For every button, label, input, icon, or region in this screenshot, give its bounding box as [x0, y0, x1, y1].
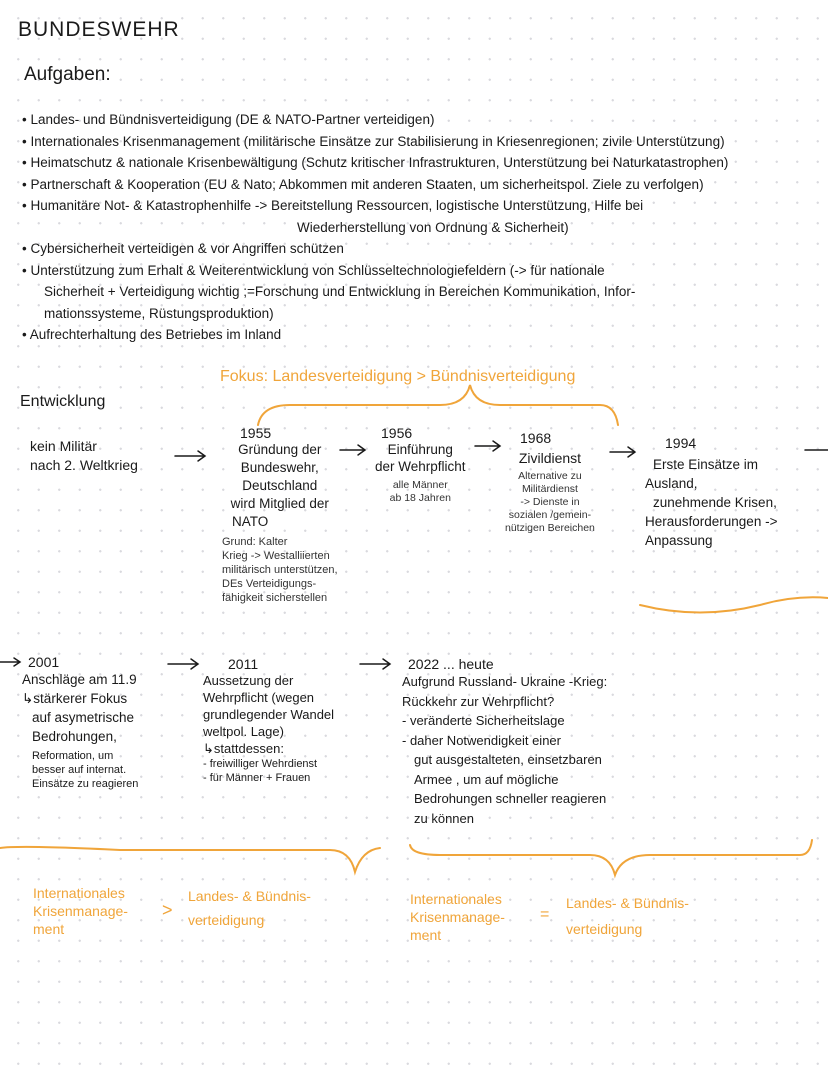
text-line: Anpassung	[645, 533, 713, 548]
text-line: Aufgrund Russland- Ukraine -Krieg:	[402, 674, 608, 689]
text-line: Grund: Kalter	[222, 536, 288, 548]
task-item: • Cybersicherheit verteidigen & vor Angriffen schützen	[22, 241, 344, 256]
text-line: Zivildienst	[518, 450, 582, 466]
task-item: • Landes- und Bündnisverteidigung (DE & NATO-Partner verteidigen)	[22, 112, 435, 127]
text-line: nach 2. Weltkrieg	[30, 457, 138, 473]
text-line: 1994	[665, 435, 697, 451]
development-heading: Entwicklung	[20, 393, 106, 410]
text-line: Krisenmanage-	[410, 909, 505, 925]
text-line: verteidigung	[566, 921, 643, 937]
text-line: NATO	[232, 514, 269, 529]
comparison-2-left	[410, 890, 505, 944]
text-line: Deutschland	[242, 478, 318, 493]
timeline-entry-1956	[375, 425, 466, 505]
brace-period-1	[0, 847, 380, 872]
text-line: Reformation, um	[32, 750, 114, 762]
text-line: sozialen /gemein-	[508, 509, 592, 521]
task-item: Sicherheit + Verteidigung wichtig ;=Forschung und Entwicklung in Bereichen Kommunikation, Infor-	[44, 284, 636, 299]
text-line: Einführung	[387, 442, 453, 457]
comparison-1-right	[188, 884, 311, 932]
text-line: Landes- & Bündnis-	[566, 895, 689, 911]
text-line: nützigen Bereichen	[505, 522, 595, 534]
text-line: Landes- & Bündnis-	[188, 888, 311, 904]
comparison-2-operator: =	[540, 906, 550, 923]
brace-period-2	[410, 840, 812, 875]
page-title: BUNDESWEHR	[18, 18, 180, 41]
timeline-entry-1955	[222, 425, 338, 605]
text-line: Bundeswehr,	[240, 460, 319, 475]
text-line: gut ausgestalteten, einsetzbaren	[414, 752, 602, 767]
text-line: Internationales	[410, 891, 502, 907]
text-line: -> Dienste in	[520, 496, 580, 508]
text-line: besser auf internat.	[32, 764, 127, 776]
text-line: 2011	[228, 656, 259, 672]
text-line: ↳stattdessen:	[203, 741, 284, 756]
text-line: verteidigung	[188, 912, 265, 928]
text-line: zu können	[414, 810, 474, 826]
timeline-entry-2001	[22, 654, 138, 791]
task-item: • Unterstützung zum Erhalt & Weiterentwicklung von Schlüsseltechnologiefeldern (-> für nationale	[22, 262, 605, 278]
focus-note: Fokus: Landesverteidigung > Bündnisverteidigung	[220, 368, 576, 385]
text-line: Wehrpflicht (wegen	[203, 690, 315, 705]
text-line: - für Männer + Frauen	[203, 772, 311, 784]
text-line: 2022 ... heute	[408, 656, 494, 672]
task-item: • Partnerschaft & Kooperation (EU & Nato; Abkommen mit anderen Staaten, um sicherheitspol. Ziele zu verfolgen)	[22, 176, 704, 192]
text-line: Bedrohungen schneller reagieren	[414, 791, 607, 806]
task-item: • Humanitäre Not- & Katastrophenhilfe -> Bereitstellung Ressourcen, logistische Unterstützung, Hilfe bei	[22, 198, 644, 213]
text-line: Ausland,	[645, 476, 698, 491]
text-line: Internationales	[33, 885, 125, 901]
timeline-entry-2022	[402, 656, 607, 828]
task-item: Wiederherstellung von Ordnung & Sicherheit)	[297, 219, 569, 235]
task-item: mationssysteme, Rüstungsproduktion)	[44, 305, 274, 321]
text-line: zunehmende Krisen,	[653, 495, 777, 510]
text-line: Erste Einsätze im	[653, 457, 759, 472]
timeline-entry-1994	[645, 435, 777, 550]
text-line: alle Männer	[392, 479, 448, 491]
text-line: Bedrohungen,	[32, 729, 117, 744]
text-line: auf asymetrische	[32, 710, 135, 725]
task-list	[22, 109, 728, 346]
text-line: Anschläge am 11.9	[22, 672, 137, 687]
focus-brace	[258, 385, 618, 425]
task-item: • Heimatschutz & nationale Krisenbewältigung (Schutz kritischer Infrastrukturen, Unterstützung bei Naturkatastrophen)	[22, 155, 729, 170]
text-line: Herausforderungen ->	[645, 514, 778, 529]
text-line: grundlegender Wandel	[203, 707, 335, 722]
task-item: • Aufrechterhaltung des Betriebes im Inland	[22, 327, 282, 342]
text-line: Aussetzung der	[203, 673, 294, 688]
tasks-heading: Aufgaben:	[24, 64, 111, 85]
text-line: Gründung der	[238, 442, 322, 457]
text-line: Krisenmanage-	[33, 903, 128, 919]
timeline-entry-2011	[203, 656, 334, 785]
comparison-1-operator: >	[162, 900, 173, 920]
text-line: Krieg -> Westalliierten	[222, 550, 330, 562]
text-line: 1955	[240, 425, 272, 441]
timeline-entry-1968	[505, 430, 595, 535]
text-line: ment	[410, 927, 442, 943]
text-line: ment	[33, 921, 65, 937]
text-line: 2001	[28, 654, 60, 670]
text-line: Rückkehr zur Wehrpflicht?	[402, 693, 555, 709]
text-line: weltpol. Lage)	[203, 724, 284, 739]
comparison-2-right	[566, 890, 689, 942]
text-line: - daher Notwendigkeit einer	[402, 732, 561, 748]
text-line: wird Mitglied der	[230, 496, 329, 511]
period-curve-1994	[640, 597, 828, 612]
text-line: ab 18 Jahren	[389, 492, 451, 504]
timeline-start	[30, 437, 138, 475]
comparison-1-left	[33, 884, 128, 938]
text-line: militärisch unterstützen,	[222, 564, 338, 576]
text-line: - veränderte Sicherheitslage	[402, 713, 565, 728]
text-line: DEs Verteidigungs-	[222, 578, 317, 590]
text-line: - freiwilliger Wehrdienst	[203, 758, 318, 770]
task-item: • Internationales Krisenmanagement (militärische Einsätze zur Stabilisierung in Kriesenregionen; zivile Unterstützung)	[22, 133, 725, 149]
text-line: ↳stärkerer Fokus	[22, 691, 128, 706]
text-line: Alternative zu	[518, 470, 582, 482]
text-line: 1968	[520, 430, 552, 446]
text-line: Armee , um auf mögliche	[414, 771, 559, 787]
text-line: Einsätze zu reagieren	[32, 778, 139, 790]
text-line: fähigkeit sicherstellen	[222, 592, 328, 604]
text-line: Militärdienst	[521, 483, 578, 495]
text-line: 1956	[381, 425, 413, 441]
text-line: der Wehrpflicht	[375, 459, 466, 474]
text-line: kein Militär	[30, 438, 97, 454]
